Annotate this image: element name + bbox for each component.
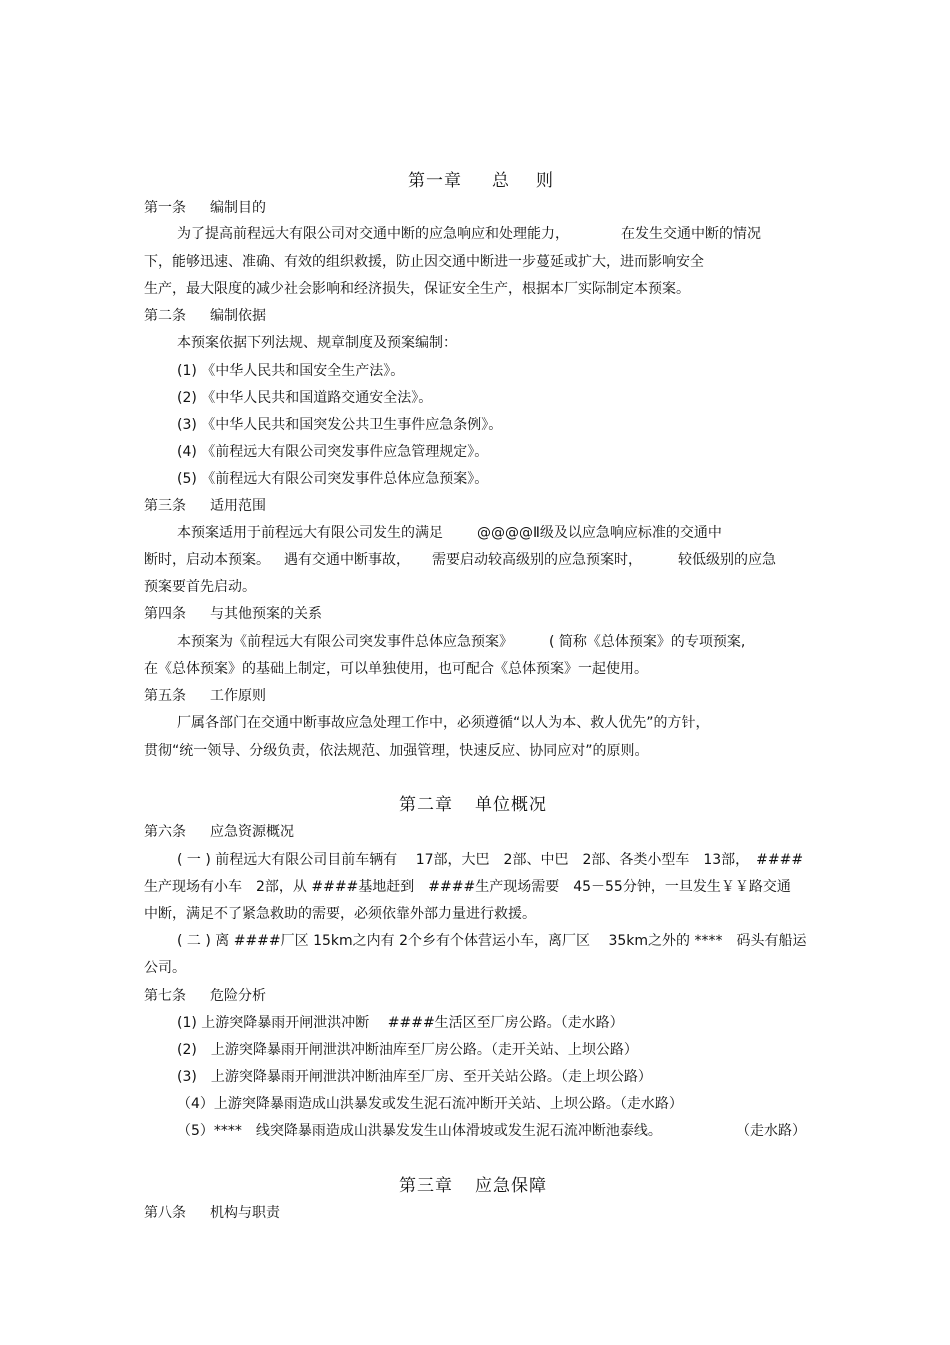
article-6-line-2: 生产现场有小车 2部，从 ####基地赶到 ####生产现场需要 45－55分钟，一旦发生￥￥路交通 (144, 879, 791, 895)
article-1-line-2: 下，能够迅速、准确、有效的组织救援，防止因交通中断进一步蔓延或扩大，进而影响安全 (144, 254, 704, 270)
risk-item: (3) 上游突降暴雨开闸泄洪冲断油库至厂房、至开关站公路。（走上坝公路） (177, 1069, 652, 1085)
risk-item: （4）上游突降暴雨造成山洪暴发或发生泥石流冲断开关站、上坝公路。（走水路） (177, 1096, 683, 1112)
article-4-line-2: 在《总体预案》的基础上制定，可以单独使用，也可配合《总体预案》一起使用。 (144, 661, 648, 677)
article-6-line-4: ( 二 ) 离 ####厂区 15km之内有 2个乡有个体营运小车，离厂区 35km之外的 **** 码头有船运 (177, 933, 807, 949)
article-1-heading: 第一条 编制目的 (144, 200, 266, 216)
article-4-line-1: 本预案为《前程远大有限公司突发事件总体应急预案》 ( 简称《总体预案》的专项预案, (177, 634, 746, 650)
article-6-line-3: 中断，满足不了紧急救助的需要，必须依靠外部力量进行救援。 (144, 906, 536, 922)
law-item: (4) 《前程远大有限公司突发事件应急管理规定》。 (177, 444, 489, 460)
law-item: (2) 《中华人民共和国道路交通安全法》。 (177, 390, 433, 406)
article-2-heading: 第二条 编制依据 (144, 308, 266, 324)
article-3-line-2: 断时，启动本预案。 遇有交通中断事故， 需要启动较高级别的应急预案时， 较低级别的应急 (144, 552, 776, 568)
article-5-line-1: 厂属各部门在交通中断事故应急处理工作中，必须遵循“以人为本、救人优先”的方针， (177, 715, 710, 731)
article-4-heading: 第四条 与其他预案的关系 (144, 606, 322, 622)
chapter-1-title: 第一章 总 则 (408, 171, 554, 191)
article-2-intro: 本预案依据下列法规、规章制度及预案编制： (177, 335, 457, 351)
risk-item: (1) 上游突降暴雨开闸泄洪冲断 ####生活区至厂房公路。（走水路） (177, 1015, 624, 1031)
law-item: (3) 《中华人民共和国突发公共卫生事件应急条例》。 (177, 417, 503, 433)
law-item: (1) 《中华人民共和国安全生产法》。 (177, 363, 405, 379)
article-6-line-1: ( 一 ) 前程远大有限公司目前车辆有 17部，大巴 2部、中巴 2部、各类小型车 13部， #### (177, 852, 804, 868)
article-7-heading: 第七条 危险分析 (144, 988, 266, 1004)
article-6-line-5: 公司。 (144, 960, 186, 976)
article-5-line-2: 贯彻“统一领导、分级负责，依法规范、加强管理，快速反应、协同应对”的原则。 (144, 743, 649, 759)
article-1-line-1: 为了提高前程远大有限公司对交通中断的应急响应和处理能力， 在发生交通中断的情况 (177, 226, 761, 242)
article-1-line-3: 生产，最大限度的减少社会影响和经济损失，保证安全生产，根据本厂实际制定本预案。 (144, 281, 690, 297)
article-5-heading: 第五条 工作原则 (144, 688, 266, 704)
article-6-heading: 第六条 应急资源概况 (144, 824, 294, 840)
risk-item-5-tail: （走水路） (736, 1123, 806, 1139)
article-3-heading: 第三条 适用范围 (144, 498, 266, 514)
article-3-line-3: 预案要首先启动。 (144, 579, 256, 595)
article-8-heading: 第八条 机构与职责 (144, 1205, 280, 1221)
law-item: (5) 《前程远大有限公司突发事件总体应急预案》。 (177, 471, 489, 487)
chapter-3-title: 第三章 应急保障 (399, 1176, 547, 1196)
chapter-2-title: 第二章 单位概况 (399, 795, 547, 815)
risk-item: （5）**** 线突降暴雨造成山洪暴发发生山体滑坡或发生泥石流冲断池泰线。 (177, 1123, 662, 1139)
risk-item: (2) 上游突降暴雨开闸泄洪冲断油库至厂房公路。（走开关站、上坝公路） (177, 1042, 638, 1058)
article-3-line-1: 本预案适用于前程远大有限公司发生的满足 @@@@Ⅱ级及以应急响应标准的交通中 (177, 525, 722, 541)
